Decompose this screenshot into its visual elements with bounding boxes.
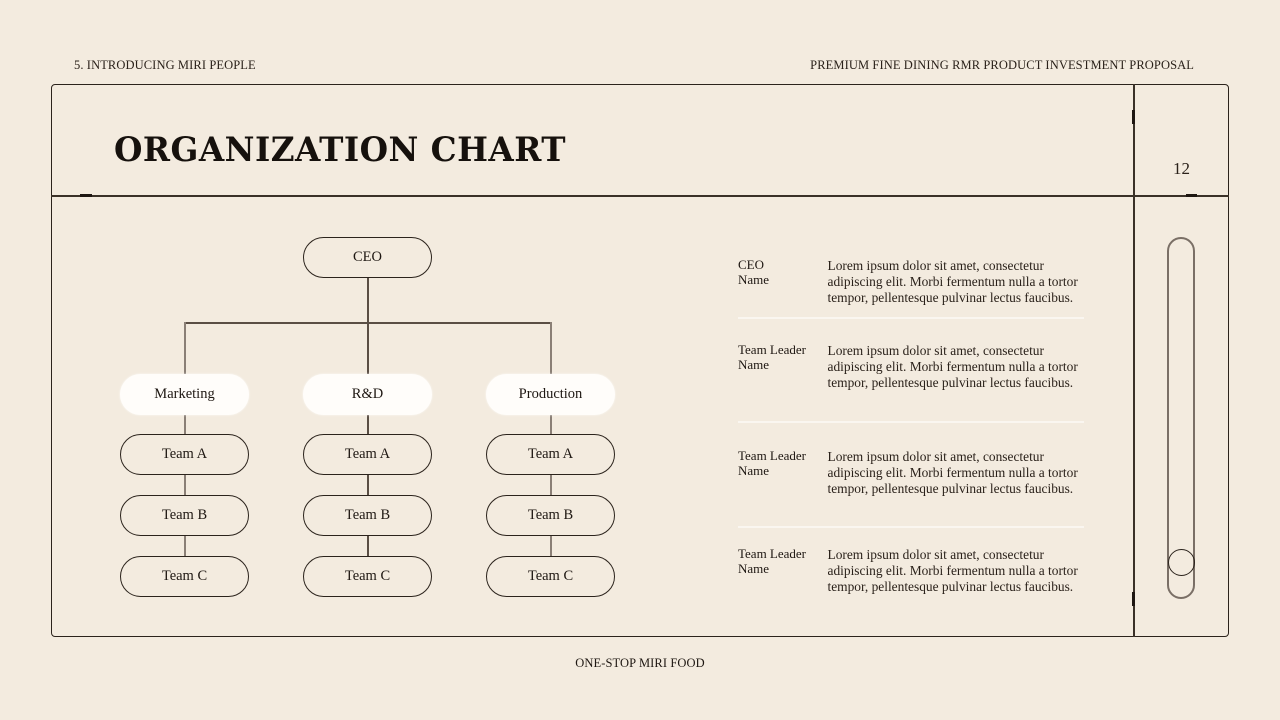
org-node-team bbox=[120, 434, 249, 475]
node-label: R&D bbox=[351, 386, 384, 402]
node-label: Team C bbox=[161, 568, 208, 584]
role-label: Name bbox=[738, 271, 770, 287]
node-label: Marketing bbox=[154, 386, 215, 402]
footer-brand bbox=[0, 656, 1280, 671]
description-row bbox=[738, 547, 1098, 596]
role-name bbox=[738, 449, 828, 498]
title-divider bbox=[51, 195, 1229, 197]
connector-line bbox=[184, 322, 552, 324]
role-title: Team Leader bbox=[738, 342, 807, 357]
connector-line bbox=[367, 277, 369, 375]
description-row bbox=[738, 343, 1098, 392]
role-label: Name bbox=[738, 560, 770, 576]
org-node-marketing bbox=[120, 374, 249, 415]
page-title: ORGANIZATION CHART bbox=[114, 130, 567, 170]
role-label: Name bbox=[738, 356, 770, 372]
node-label: Team A bbox=[161, 446, 208, 462]
org-node-production bbox=[486, 374, 615, 415]
connector-line bbox=[184, 322, 186, 375]
slider-thumb[interactable] bbox=[1168, 549, 1195, 576]
section-label: 5. INTRODUCING MIRI PEOPLE bbox=[74, 58, 256, 72]
divider-tick bbox=[1132, 110, 1135, 124]
org-node-team bbox=[486, 434, 615, 475]
role-title: CEO bbox=[738, 257, 764, 272]
role-description: Lorem ipsum dolor sit amet, consectetur adipiscing elit. Morbi fermentum nulla a tortor tempor, pellentesque pulvinar lectus faucibus. bbox=[827, 547, 1078, 595]
page-number: 12 bbox=[1173, 159, 1190, 178]
node-label: Team C bbox=[527, 568, 574, 584]
role-description: Lorem ipsum dolor sit amet, consectetur adipiscing elit. Morbi fermentum nulla a tortor tempor, pellentesque pulvinar lectus faucibus. bbox=[827, 258, 1078, 306]
role-title: Team Leader bbox=[738, 448, 807, 463]
org-node-team bbox=[486, 495, 615, 536]
connector-line bbox=[550, 322, 552, 375]
node-label: CEO bbox=[353, 249, 382, 265]
role-label: Name bbox=[738, 462, 770, 478]
node-label: Team C bbox=[344, 568, 391, 584]
row-divider bbox=[738, 317, 1084, 319]
node-label: Team A bbox=[527, 446, 574, 462]
slider-track[interactable] bbox=[1167, 237, 1195, 599]
row-divider bbox=[738, 421, 1084, 423]
org-node-team bbox=[120, 495, 249, 536]
org-node-team bbox=[120, 556, 249, 597]
role-title: Team Leader bbox=[738, 546, 807, 561]
divider-tick bbox=[1186, 194, 1197, 197]
org-node-team bbox=[486, 556, 615, 597]
org-node-rnd bbox=[303, 374, 432, 415]
row-divider bbox=[738, 526, 1084, 528]
org-node-team bbox=[303, 434, 432, 475]
node-label: Team A bbox=[344, 446, 391, 462]
footer-brand-text: ONE-STOP MIRI FOOD bbox=[575, 656, 705, 670]
org-node-ceo bbox=[303, 237, 432, 278]
role-name bbox=[738, 343, 828, 392]
node-label: Team B bbox=[527, 507, 574, 523]
description-row bbox=[738, 258, 1098, 307]
document-title: PREMIUM FINE DINING RMR PRODUCT INVESTMENT PROPOSAL bbox=[810, 58, 1194, 72]
description-row bbox=[738, 449, 1098, 498]
org-node-team bbox=[303, 556, 432, 597]
node-label: Team B bbox=[344, 507, 391, 523]
divider-tick bbox=[1132, 592, 1135, 606]
node-label: Production bbox=[518, 386, 583, 402]
role-description: Lorem ipsum dolor sit amet, consectetur adipiscing elit. Morbi fermentum nulla a tortor tempor, pellentesque pulvinar lectus faucibus. bbox=[827, 449, 1078, 497]
role-name bbox=[738, 258, 828, 307]
org-node-team bbox=[303, 495, 432, 536]
node-label: Team B bbox=[161, 507, 208, 523]
role-description: Lorem ipsum dolor sit amet, consectetur adipiscing elit. Morbi fermentum nulla a tortor tempor, pellentesque pulvinar lectus faucibus. bbox=[827, 343, 1078, 391]
divider-tick bbox=[80, 194, 92, 197]
role-name bbox=[738, 547, 828, 596]
